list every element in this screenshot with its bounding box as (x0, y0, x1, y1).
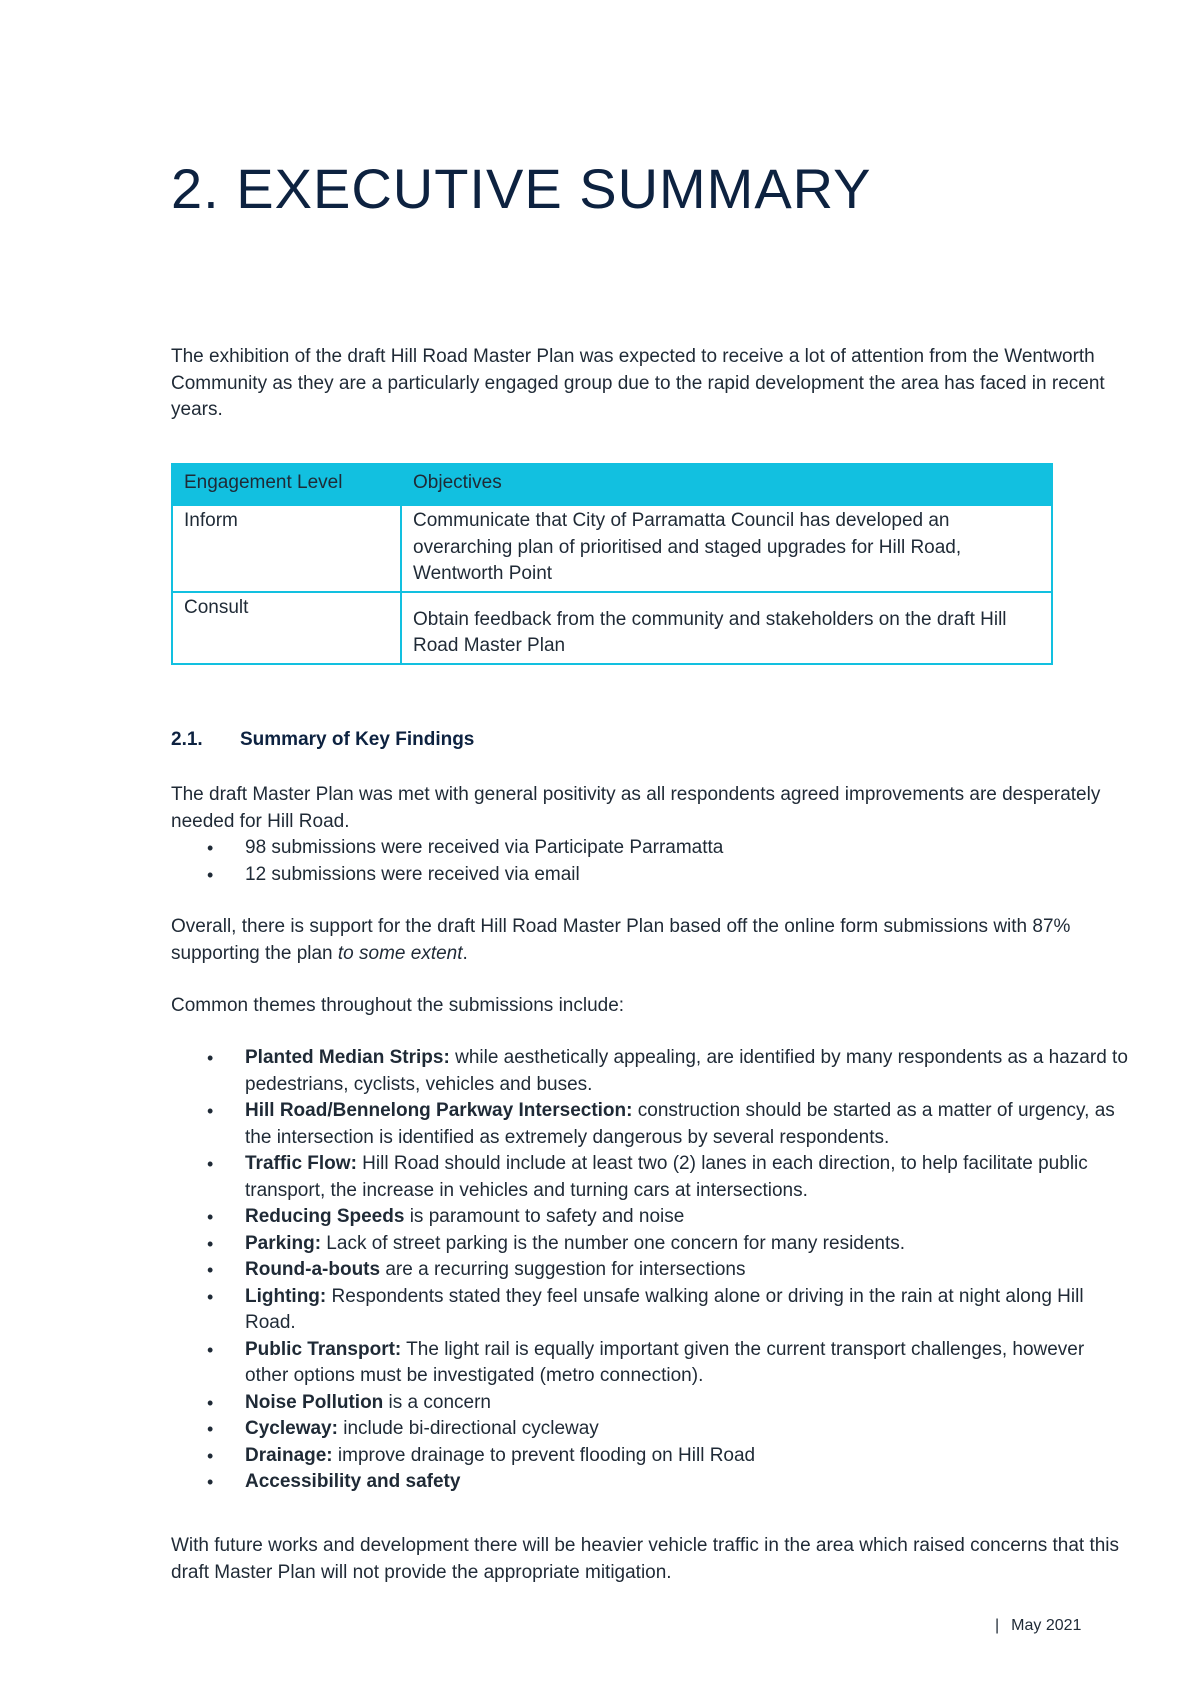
list-item: • Hill Road/Bennelong Parkway Intersection: construction should be started as a matter of urgency, as the intersection is identified as extremely dangerous by several respondents. (207, 1100, 1115, 1148)
bullet-icon: • (207, 1101, 214, 1121)
closing-paragraph: With future works and development there will be heavier vehicle traffic in the area which raised concerns that this draft Master Plan will not provide the appropriate mitigation. (171, 1535, 1120, 1583)
list-item: • Parking: Lack of street parking is the number one concern for many residents. (171, 1231, 1131, 1258)
page-footer (995, 1617, 1081, 1635)
bullet-icon: • (207, 1339, 214, 1360)
list-item: • Planted Median Strips: while aesthetically appealing, are identified by many respondents as a hazard to pedestrians, cyclists, vehicles and buses. (207, 1047, 1128, 1095)
list-item: • Noise Pollution is a concern (171, 1390, 1131, 1417)
themes-intro: Common themes throughout the submissions include: (171, 995, 625, 1016)
footer-date: May 2021 (1011, 1617, 1082, 1634)
table-header-objectives: Objectives (401, 464, 1052, 505)
findings-paragraph: The draft Master Plan was met with general positivity as all respondents agreed improvements are desperately needed for Hill Road. (171, 784, 1101, 832)
list-item: • Public Transport: The light rail is equally important given the current transport challenges, however other options must be investigated (metro connection). (207, 1338, 1085, 1386)
section-title: Summary of Key Findings (240, 729, 475, 750)
footer-separator: | (995, 1617, 1000, 1634)
list-item: • Cycleway: include bi-directional cycleway (171, 1416, 1131, 1443)
bullet-icon: • (207, 864, 214, 885)
bullet-icon: • (207, 1154, 214, 1174)
bullet-icon: • (207, 1445, 214, 1466)
list-item: • Reducing Speeds is paramount to safety and noise (171, 1204, 1131, 1231)
bullet-icon: • (207, 1419, 214, 1439)
themes-list (171, 1045, 1131, 1496)
bullet-icon: • (207, 1233, 214, 1254)
list-item: • Accessibility and safety (171, 1469, 1131, 1496)
bullet-icon: • (207, 1472, 214, 1492)
list-item: • 12 submissions were received via email (171, 862, 1131, 889)
table-cell-objective: Obtain feedback from the community and stakeholders on the draft Hill Road Master Plan (401, 592, 1052, 664)
support-emphasis: to some extent (337, 942, 463, 964)
support-paragraph: Overall, there is support for the draft Hill Road Master Plan based off the online form submissions with 87% supporting the plan to some extent. (171, 916, 1071, 964)
list-item: • Lighting: Respondents stated they feel unsafe walking alone or driving in the rain at night along Hill Road. (207, 1285, 1084, 1333)
table-row (172, 505, 1052, 592)
section-number: 2.1. (171, 729, 203, 750)
list-item: • Drainage: improve drainage to prevent flooding on Hill Road (171, 1443, 1131, 1470)
list-item: • 98 submissions were received via Participate Parramatta (171, 835, 1131, 862)
section-heading (171, 729, 474, 751)
table-row (172, 592, 1052, 664)
bullet-icon: • (207, 1286, 214, 1307)
list-item: • Traffic Flow: Hill Road should include at least two (2) lanes in each direction, to help facilitate public transport, the increase in vehicles and turning cars at intersections. (207, 1153, 1088, 1201)
table-header-row (172, 464, 1052, 505)
bullet-icon: • (207, 1207, 214, 1227)
table-header-level: Engagement Level (172, 464, 401, 505)
page-title: 2. EXECUTIVE SUMMARY (171, 157, 872, 220)
bullet-icon: • (207, 1392, 214, 1413)
list-item: • Round-a-bouts are a recurring suggestion for intersections (171, 1257, 1131, 1284)
bullet-icon: • (207, 1048, 214, 1068)
bullet-icon: • (207, 1260, 214, 1280)
table-cell-level: Consult (172, 592, 401, 664)
engagement-table (171, 463, 1053, 665)
intro-paragraph: The exhibition of the draft Hill Road Master Plan was expected to receive a lot of attention from the Wentworth Community as they are a particularly engaged group due to the rapid development the area has faced in recent years. (171, 346, 1105, 420)
table-cell-level: Inform (172, 505, 401, 592)
bullet-icon: • (207, 838, 214, 858)
table-cell-objective: Communicate that City of Parramatta Council has developed an overarching plan of prioritised and staged upgrades for Hill Road, Wentworth Point (401, 505, 1052, 592)
submissions-list (171, 835, 1131, 888)
